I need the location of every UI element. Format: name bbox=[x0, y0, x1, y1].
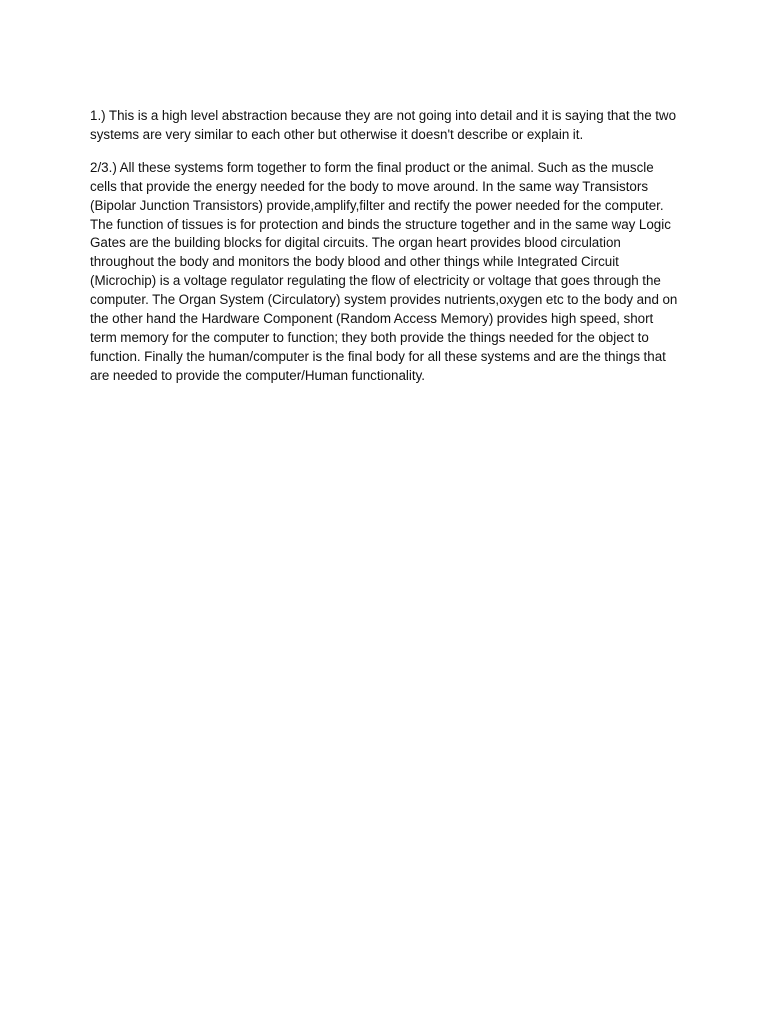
answer-paragraph-1: 1.) This is a high level abstraction because they are not going into detail and it is saying that the two systems are very similar to each other but otherwise it doesn't describe or explain it. bbox=[90, 108, 677, 142]
answer-paragraph-2-3: 2/3.) All these systems form together to form the final product or the animal. Such as the muscle cells that provide the energy needed for the body to move around. In the same way Transistors (Bipolar Junction Transistors) provide,amplify,filter and rectify the power needed for the computer. The function of tissues is for protection and binds the structure together and in the same way Logic Gates are the building blocks for digital circuits. The organ heart provides blood circulation throughout the body and monitors the body blood and other things while Integrated Circuit (Microchip) is a voltage regulator regulating the flow of electricity or voltage that goes through the computer. The Organ System (Circulatory) system provides nutrients,oxygen etc to the body and on the other hand the Hardware Component (Random Access Memory) provides high speed, short term memory for the computer to function; they both provide the things needed for the object to function. Finally the human/computer is the final body for all these systems and are the things that are needed to provide the computer/Human functionality. bbox=[90, 159, 678, 383]
document-body bbox=[90, 107, 682, 400]
